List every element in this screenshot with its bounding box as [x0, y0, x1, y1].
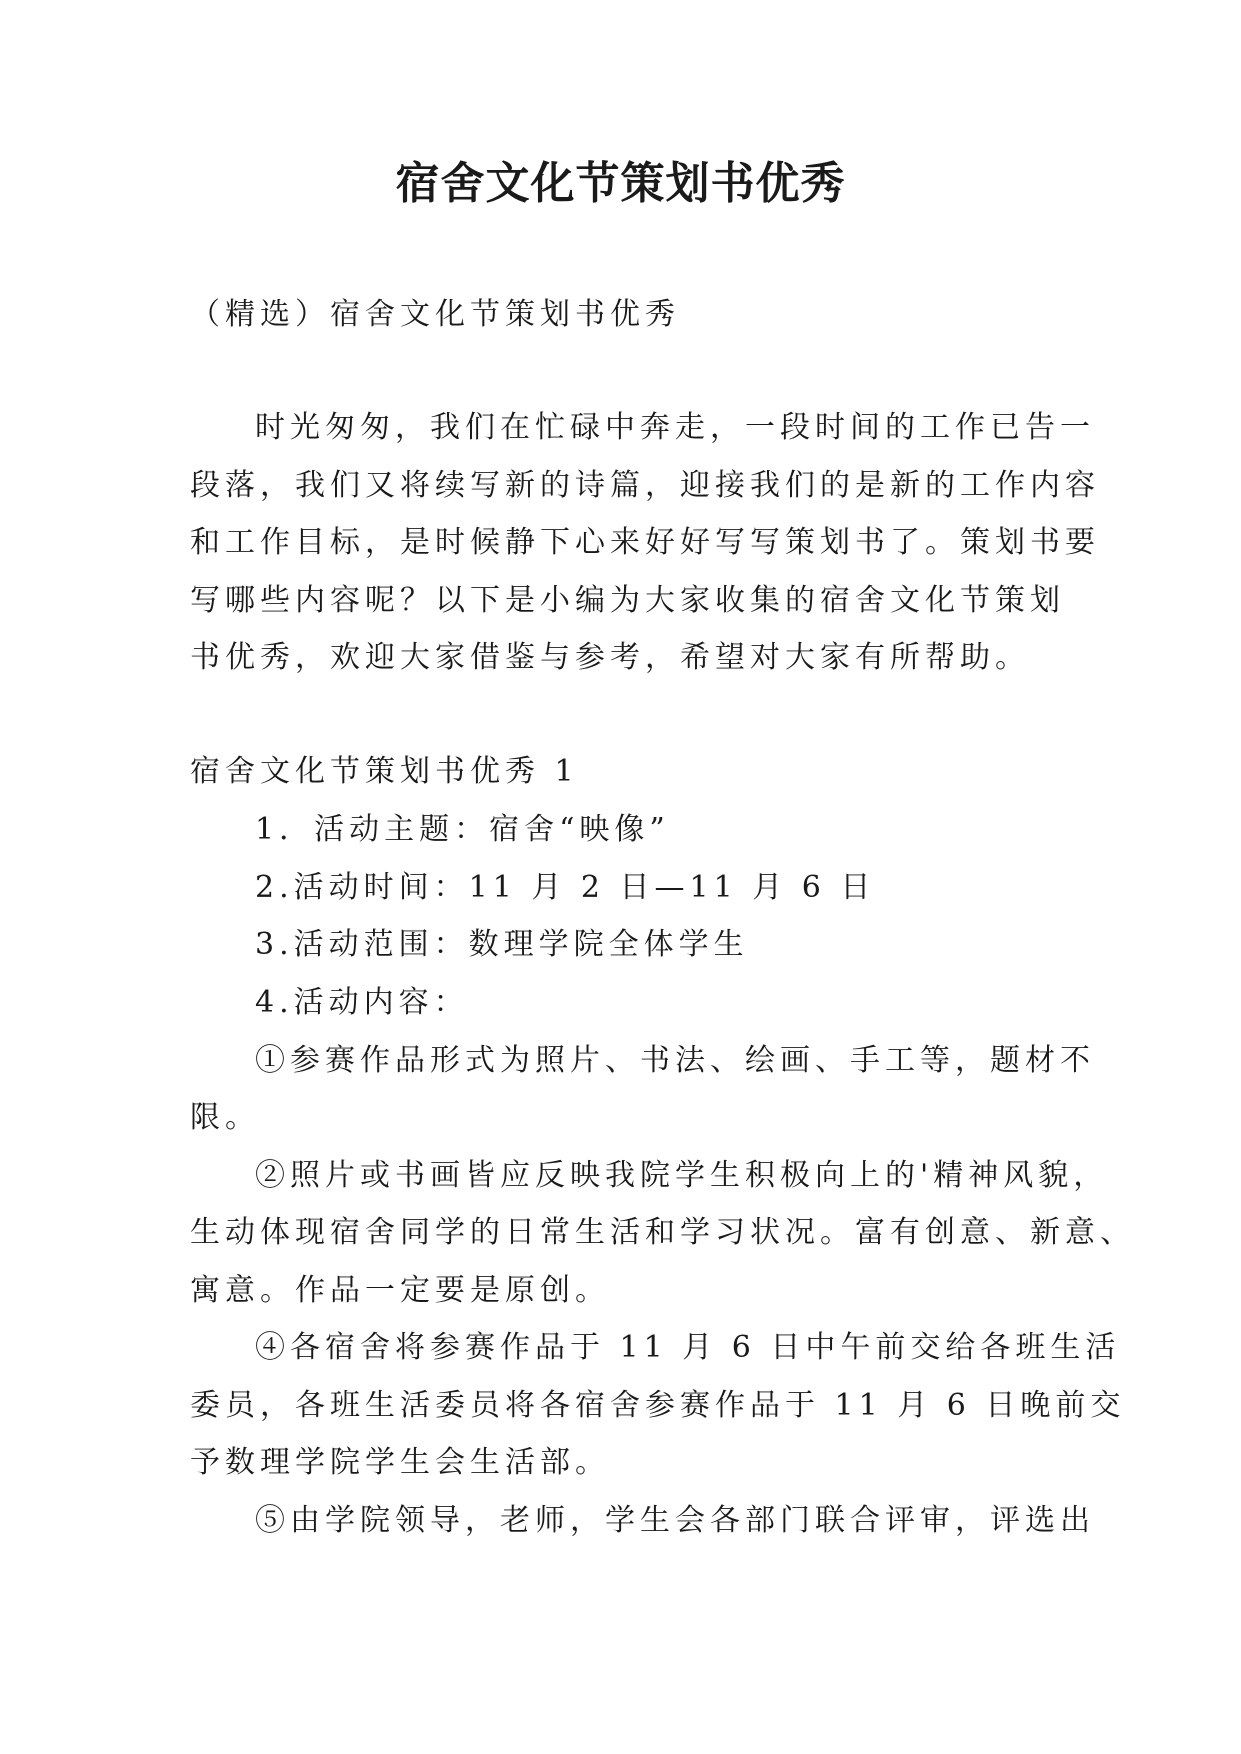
point-line: ②照片或书画皆应反映我院学生积极向上的'精神风貌，	[255, 1158, 1109, 1193]
intro-line: 段落，我们又将续写新的诗篇，迎接我们的是新的工作内容	[190, 468, 1100, 503]
point-line: 寓意。作品一定要是原创。	[190, 1273, 610, 1308]
document-title: 宿舍文化节策划书优秀	[395, 158, 846, 209]
intro-line: 写哪些内容呢？以下是小编为大家收集的宿舍文化节策划	[190, 583, 1065, 618]
section-heading: 宿舍文化节策划书优秀 1	[190, 754, 579, 789]
point-line: ⑤由学院领导，老师，学生会各部门联合评审，评选出	[255, 1503, 1095, 1538]
list-item: 4.活动内容：	[255, 985, 469, 1020]
list-item: 3.活动范围：数理学院全体学生	[255, 927, 749, 962]
point-line: ④各宿舍将参赛作品于 11 月 6 日中午前交给各班生活	[255, 1330, 1121, 1365]
list-item: 2.活动时间：11 月 2 日—11 月 6 日	[255, 870, 876, 905]
intro-line: 和工作目标，是时候静下心来好好写写策划书了。策划书要	[190, 525, 1100, 560]
subtitle: （精选）宿舍文化节策划书优秀	[190, 297, 680, 332]
point-line: 委员，各班生活委员将各宿舍参赛作品于 11 月 6 日晚前交	[190, 1388, 1126, 1423]
intro-line: 时光匆匆，我们在忙碌中奔走，一段时间的工作已告一	[255, 410, 1095, 445]
list-item: 1．活动主题：宿舍“映像”	[255, 812, 670, 847]
point-line: 限。	[190, 1100, 260, 1135]
point-line: 予数理学院学生会生活部。	[190, 1445, 610, 1480]
intro-line: 书优秀，欢迎大家借鉴与参考，希望对大家有所帮助。	[190, 640, 1030, 675]
point-line: 生动体现宿舍同学的日常生活和学习状况。富有创意、新意、	[190, 1215, 1135, 1250]
point-line: ①参赛作品形式为照片、书法、绘画、手工等，题材不	[255, 1043, 1095, 1078]
